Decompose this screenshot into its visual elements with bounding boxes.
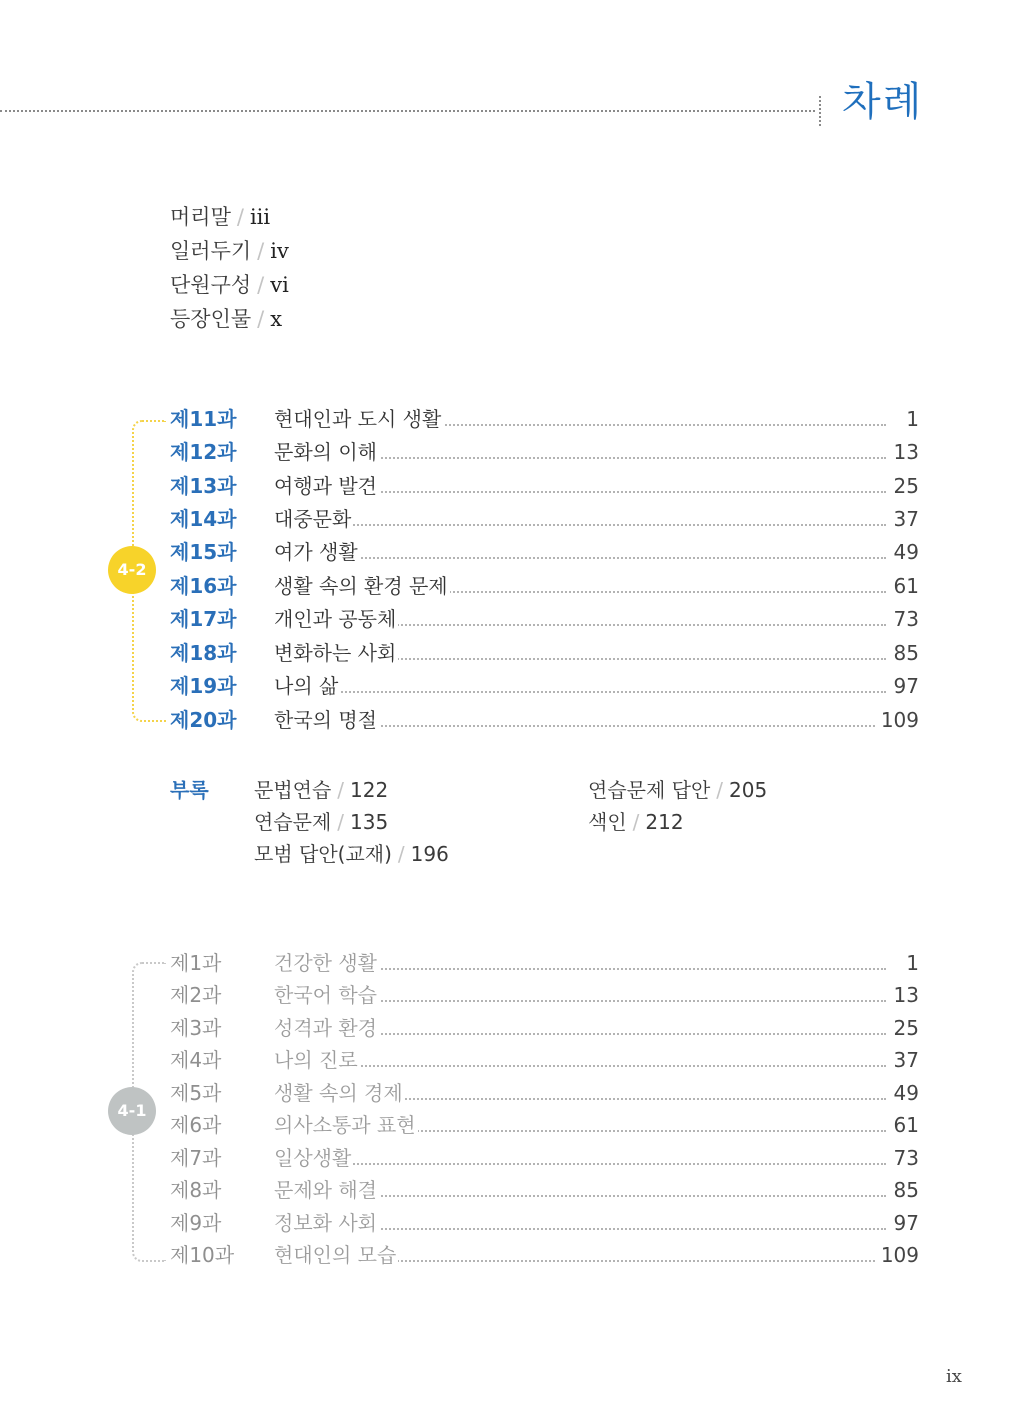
lesson-title: 대중문화 [274, 503, 353, 536]
front-matter-item[interactable]: 일러두기 / iv [170, 239, 289, 263]
lesson-title: 한국의 명절 [274, 704, 379, 737]
toc-row[interactable] [0, 637, 1014, 670]
lesson-number: 제9과 [170, 1211, 222, 1235]
page-number: 37 [890, 1044, 919, 1077]
lesson-title: 일상생활 [274, 1142, 353, 1175]
front-matter-item[interactable]: 등장인물 / x [170, 307, 283, 331]
page-folio: ix [946, 1366, 962, 1387]
lesson-number: 제18과 [170, 641, 237, 665]
page-number: 97 [890, 670, 919, 703]
lesson-number: 제6과 [170, 1113, 222, 1137]
lesson-number: 제19과 [170, 674, 237, 698]
appendix-item[interactable]: 색인 / 212 [588, 810, 684, 834]
lesson-title: 나의 진로 [274, 1044, 360, 1077]
page-number: 49 [890, 536, 919, 569]
lesson-number: 제14과 [170, 507, 237, 531]
section-a-badge: 4-1 [108, 1087, 156, 1135]
lesson-number: 제5과 [170, 1081, 222, 1105]
page-number: 37 [890, 503, 919, 536]
toc-row[interactable] [0, 403, 1014, 436]
toc-row[interactable] [0, 979, 1014, 1012]
lesson-title: 여행과 발견 [274, 470, 379, 503]
page-number: 61 [890, 1109, 919, 1142]
toc-row[interactable] [0, 1142, 1014, 1175]
dot-leader [274, 1065, 886, 1067]
lesson-number: 제20과 [170, 708, 237, 732]
toc-row[interactable] [0, 1174, 1014, 1207]
toc-row[interactable] [0, 1239, 1014, 1272]
lesson-number: 제17과 [170, 607, 237, 631]
toc-row[interactable] [0, 503, 1014, 536]
dot-leader [274, 524, 886, 526]
page-number: 97 [890, 1207, 919, 1240]
toc-row[interactable] [0, 536, 1014, 569]
lesson-title: 성격과 환경 [274, 1012, 379, 1045]
lesson-number: 제11과 [170, 407, 237, 431]
lesson-title: 한국어 학습 [274, 979, 379, 1012]
front-matter-list [170, 200, 289, 336]
page-number: 85 [890, 1174, 919, 1207]
toc-row[interactable] [0, 947, 1014, 980]
section-b-badge: 4-2 [108, 546, 156, 594]
toc-row[interactable] [0, 570, 1014, 603]
dot-leader [274, 557, 886, 559]
lesson-title: 생활 속의 환경 문제 [274, 570, 450, 603]
lesson-title: 개인과 공동체 [274, 603, 398, 636]
lesson-title: 문제와 해결 [274, 1174, 379, 1207]
lesson-title: 나의 삶 [274, 670, 340, 703]
lesson-number: 제4과 [170, 1048, 222, 1072]
lesson-number: 제15과 [170, 540, 237, 564]
toc-row[interactable] [0, 704, 1014, 737]
page-number: 25 [890, 1012, 919, 1045]
toc-row[interactable] [0, 1109, 1014, 1142]
lesson-title: 건강한 생활 [274, 947, 379, 980]
front-matter-item[interactable]: 단원구성 / vi [170, 273, 289, 297]
page-number: 61 [890, 570, 919, 603]
lesson-title: 의사소통과 표현 [274, 1109, 418, 1142]
appendix-item[interactable]: 문법연습 / 122 [254, 778, 389, 802]
dot-leader [274, 1163, 886, 1165]
page-number: 73 [890, 603, 919, 636]
lesson-title: 정보화 사회 [274, 1207, 379, 1240]
toc-row[interactable] [0, 1044, 1014, 1077]
page-number: 1 [902, 403, 919, 436]
toc-row[interactable] [0, 670, 1014, 703]
lesson-title: 현대인과 도시 생활 [274, 403, 443, 436]
lesson-number: 제12과 [170, 440, 237, 464]
appendix-label: 부록 [170, 778, 209, 802]
lesson-number: 제2과 [170, 983, 222, 1007]
appendix-item[interactable]: 모범 답안(교재) / 196 [254, 842, 449, 866]
lesson-title: 여가 생활 [274, 536, 360, 569]
front-matter-item[interactable]: 머리말 / iii [170, 205, 271, 229]
page-number: 25 [890, 470, 919, 503]
lesson-title: 문화의 이해 [274, 436, 379, 469]
toc-row[interactable] [0, 603, 1014, 636]
dot-leader [274, 691, 886, 693]
header-dotted-rule [0, 110, 815, 112]
page-number: 85 [890, 637, 919, 670]
lesson-number: 제10과 [170, 1243, 235, 1267]
toc-row[interactable] [0, 1012, 1014, 1045]
page-number: 13 [890, 436, 919, 469]
page-number: 73 [890, 1142, 919, 1175]
lesson-number: 제13과 [170, 474, 237, 498]
toc-row[interactable] [0, 436, 1014, 469]
appendix-item[interactable]: 연습문제 답안 / 205 [588, 778, 768, 802]
lesson-number: 제1과 [170, 951, 222, 975]
lesson-number: 제3과 [170, 1016, 222, 1040]
header-dotted-tick [819, 96, 821, 126]
toc-row[interactable] [0, 1207, 1014, 1240]
page-number: 109 [877, 704, 919, 737]
lesson-title: 생활 속의 경제 [274, 1077, 405, 1110]
toc-row[interactable] [0, 470, 1014, 503]
lesson-title: 변화하는 사회 [274, 637, 398, 670]
page-number: 1 [902, 947, 919, 980]
lesson-number: 제7과 [170, 1146, 222, 1170]
lesson-title: 현대인의 모습 [274, 1239, 398, 1272]
page-number: 49 [890, 1077, 919, 1110]
lesson-number: 제8과 [170, 1178, 222, 1202]
appendix-item[interactable]: 연습문제 / 135 [254, 810, 389, 834]
toc-row[interactable] [0, 1077, 1014, 1110]
page-title: 차례 [842, 79, 924, 125]
page-number: 13 [890, 979, 919, 1012]
page-number: 109 [877, 1239, 919, 1272]
lesson-number: 제16과 [170, 574, 237, 598]
